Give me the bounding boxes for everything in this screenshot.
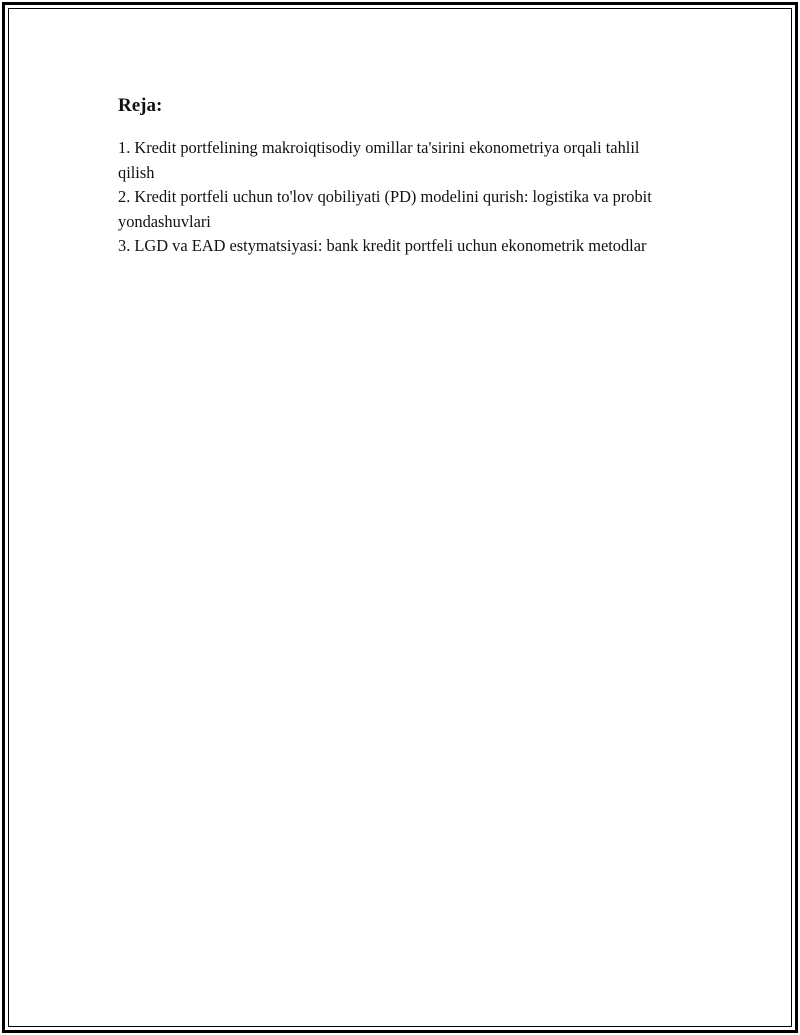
plan-list <box>118 136 678 259</box>
plan-item-3: 3. LGD va EAD estymatsiyasi: bank kredit portfeli uchun ekonometrik metodlar <box>118 236 647 255</box>
document-content <box>118 92 678 259</box>
plan-item-1: 1. Kredit portfelining makroiqtisodiy omillar ta'sirini ekonometriya orqali tahlil qilish <box>118 138 640 182</box>
plan-title: Reja: <box>118 95 163 116</box>
plan-item-2: 2. Kredit portfeli uchun to'lov qobiliyati (PD) modelini qurish: logistika va probit yondashuvlari <box>118 187 652 231</box>
